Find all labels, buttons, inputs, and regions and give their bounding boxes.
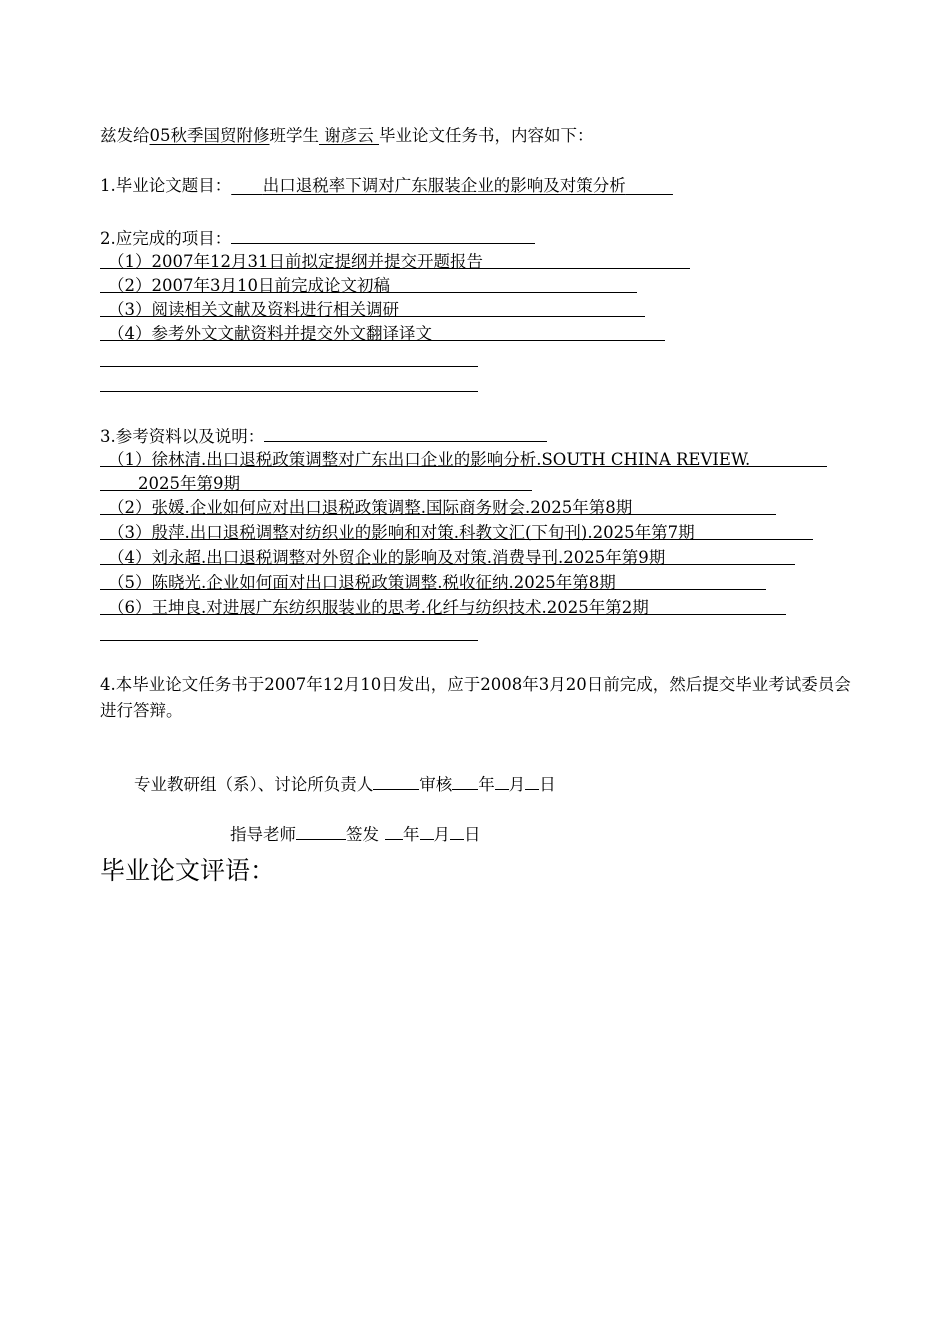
advisor-name-blank [296, 822, 346, 840]
year-label: 年 [403, 825, 420, 844]
thesis-title-label: 1.毕业论文题目： [100, 176, 232, 195]
task-item [100, 251, 483, 273]
reference-item [100, 597, 649, 619]
reference-text: （6）王坤良.对进展广东纺织服装业的思考.化纤与纺织技术.2025年第2期 [108, 598, 649, 617]
task-text: （4）参考外文文献资料并提交外文翻译译文 [108, 324, 432, 343]
blank-line [100, 391, 478, 392]
advisor-label: 指导老师 [230, 825, 296, 844]
thesis-title: 出口退税率下调对广东服装企业的影响及对策分析 [262, 176, 626, 195]
month-label: 月 [508, 775, 526, 794]
reference-item [100, 572, 616, 594]
comments-title: 毕业论文评语： [100, 856, 276, 885]
day-label: 日 [464, 825, 481, 844]
reference-item [100, 449, 750, 471]
class-name: 05秋季国贸附修 [149, 126, 270, 145]
task-item [100, 275, 390, 297]
intro-suffix: 毕业论文任务书，内容如下： [379, 126, 594, 145]
reference-text: 2025年第9期 [138, 474, 240, 493]
issue-label: 签发 [346, 825, 379, 844]
reference-text: （4）刘永超.出口退税调整对外贸企业的影响及对策.消费导刊.2025年第9期 [108, 548, 666, 567]
issue-statement: 4.本毕业论文任务书于2007年12月10日发出，应于2008年3月20日前完成，然后提交毕业考试委员会进行答辩。 [100, 675, 851, 720]
reference-item [100, 522, 695, 544]
references-label: 3.参考资料以及说明： [100, 427, 265, 446]
reference-item [100, 547, 665, 569]
day-label: 日 [539, 775, 556, 794]
reference-text: （1）徐林清.出口退税政策调整对广东出口企业的影响分析.SOUTH CHINA REVIEW. [108, 450, 751, 469]
review-label: 审核 [419, 775, 453, 794]
thesis-title-trail [626, 176, 673, 195]
task-text: （1）2007年12月31日前拟定提纲并提交开题报告 [108, 252, 483, 271]
reference-text: （5）陈晓光.企业如何面对出口退税政策调整.税收征纳.2025年第8期 [108, 573, 616, 592]
month-blank [420, 822, 434, 840]
day-blank [450, 822, 464, 840]
reviewer-signature-line [134, 772, 556, 794]
reviewer-label: 专业教研组（系）、讨论所负责人 [134, 775, 374, 794]
intro-prefix: 兹发给 [100, 126, 150, 145]
task-item [100, 323, 432, 345]
references-heading-blank [264, 424, 547, 442]
year-label: 年 [478, 775, 495, 794]
intro-mid: 班学生 [269, 126, 319, 145]
reference-item-continued [100, 473, 240, 495]
day-blank [525, 772, 539, 790]
tasks-label: 2.应完成的项目： [100, 229, 232, 248]
task-text: （3）阅读相关文献及资料进行相关调研 [108, 300, 399, 319]
references-heading [100, 424, 547, 446]
thesis-title-line [100, 175, 673, 197]
tasks-heading [100, 226, 535, 248]
blank-line [100, 640, 478, 641]
reviewer-name-blank [373, 772, 419, 790]
month-label: 月 [433, 825, 450, 844]
blank-line [100, 366, 478, 367]
month-blank [495, 772, 509, 790]
reference-text: （3）殷萍.出口退税调整对纺织业的影响和对策.科教文汇(下旬刊).2025年第7期 [108, 523, 695, 542]
reference-item [100, 497, 632, 519]
task-item [100, 299, 399, 321]
tasks-heading-blank [231, 226, 535, 244]
thesis-title-lead [231, 176, 262, 195]
reference-text: （2）张媛.企业如何应对出口退税政策调整.国际商务财会.2025年第8期 [108, 498, 633, 517]
intro-line [100, 125, 594, 147]
advisor-signature-line [230, 822, 481, 844]
year-blank [452, 772, 478, 790]
year-blank [385, 822, 403, 840]
task-text: （2）2007年3月10日前完成论文初稿 [108, 276, 390, 295]
student-name: 谢彦云 [319, 126, 379, 145]
